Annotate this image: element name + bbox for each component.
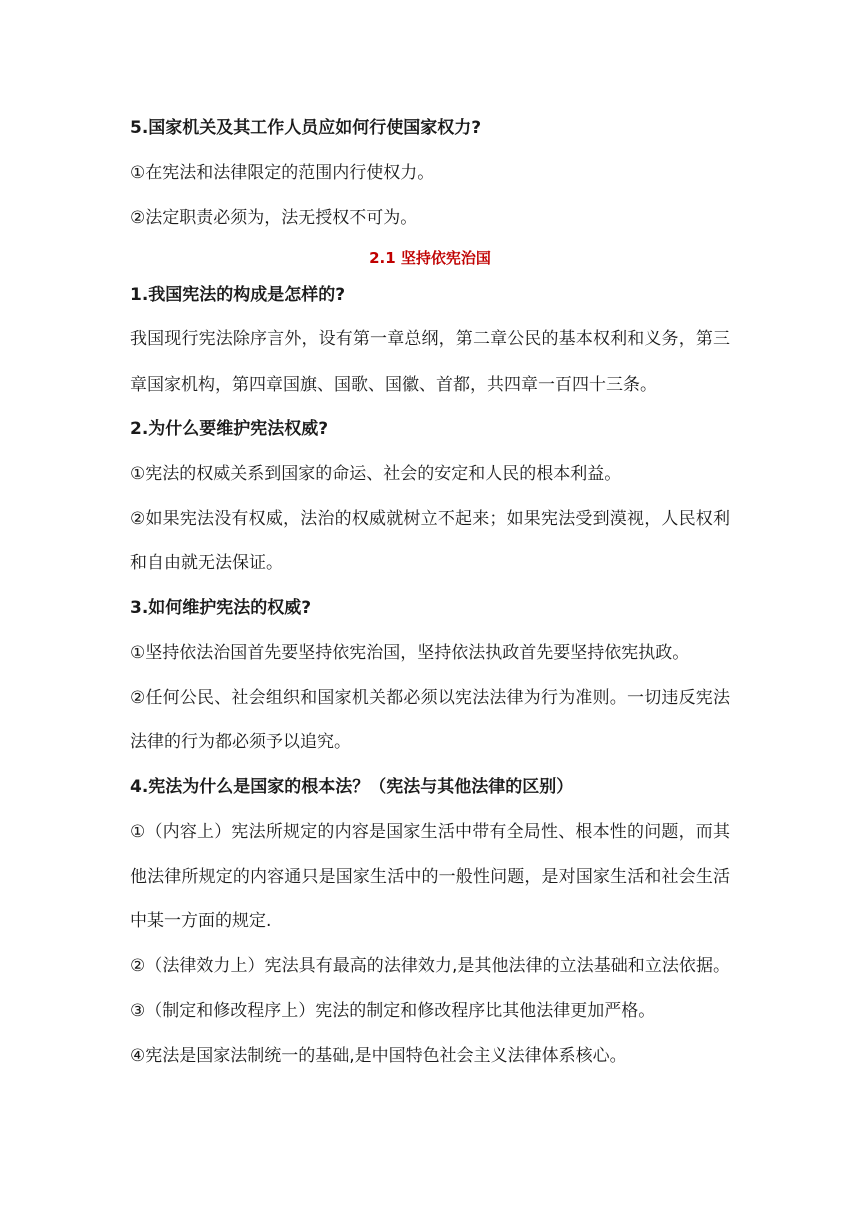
answer-2-point-2-line-1: ②如果宪法没有权威，法治的权威就树立不起来；如果宪法受到漠视，人民权利: [130, 509, 730, 529]
section-title: 2.1 坚持依宪治国: [369, 249, 491, 267]
question-2-heading: 2.为什么要维护宪法权威?: [130, 419, 329, 439]
question-3-heading: 3.如何维护宪法的权威?: [130, 598, 312, 618]
question-5-heading: 5.国家机关及其工作人员应如何行使国家权力?: [130, 118, 482, 138]
answer-3-point-2-line-1: ②任何公民、社会组织和国家机关都必须以宪法法律为行为准则。一切违反宪法: [130, 688, 730, 708]
answer-4-point-3: ③（制定和修改程序上）宪法的制定和修改程序比其他法律更加严格。: [130, 1001, 656, 1021]
question-1-heading: 1.我国宪法的构成是怎样的?: [130, 285, 346, 305]
answer-5-point-2: ②法定职责必须为，法无授权不可为。: [130, 208, 418, 228]
answer-3-point-2-line-2: 法律的行为都必须予以追究。: [130, 732, 351, 752]
question-4-heading: 4.宪法为什么是国家的根本法？（宪法与其他法律的区别）: [130, 777, 574, 797]
answer-5-point-1: ①在宪法和法律限定的范围内行使权力。: [130, 163, 435, 183]
answer-4-point-2: ②（法律效力上）宪法具有最高的法律效力,是其他法律的立法基础和立法依据。: [130, 956, 730, 976]
answer-1-line-1: 我国现行宪法除序言外，设有第一章总纲，第二章公民的基本权利和义务，第三: [130, 329, 730, 349]
answer-1-line-2: 章国家机构，第四章国旗、国歌、国徽、首都，共四章一百四十三条。: [130, 375, 657, 395]
answer-2-point-2-line-2: 和自由就无法保证。: [130, 553, 283, 573]
answer-4-point-4: ④宪法是国家法制统一的基础,是中国特色社会主义法律体系核心。: [130, 1046, 627, 1066]
answer-2-point-1: ①宪法的权威关系到国家的命运、社会的安定和人民的根本利益。: [130, 464, 622, 484]
answer-4-point-1-line-2: 他法律所规定的内容通只是国家生活中的一般性问题，是对国家生活和社会生活: [130, 867, 730, 887]
answer-3-point-1: ①坚持依法治国首先要坚持依宪治国，坚持依法执政首先要坚持依宪执政。: [130, 643, 690, 663]
answer-4-point-1-line-1: ①（内容上）宪法所规定的内容是国家生活中带有全局性、根本性的问题，而其: [130, 822, 730, 842]
answer-4-point-1-line-3: 中某一方面的规定.: [130, 911, 272, 931]
